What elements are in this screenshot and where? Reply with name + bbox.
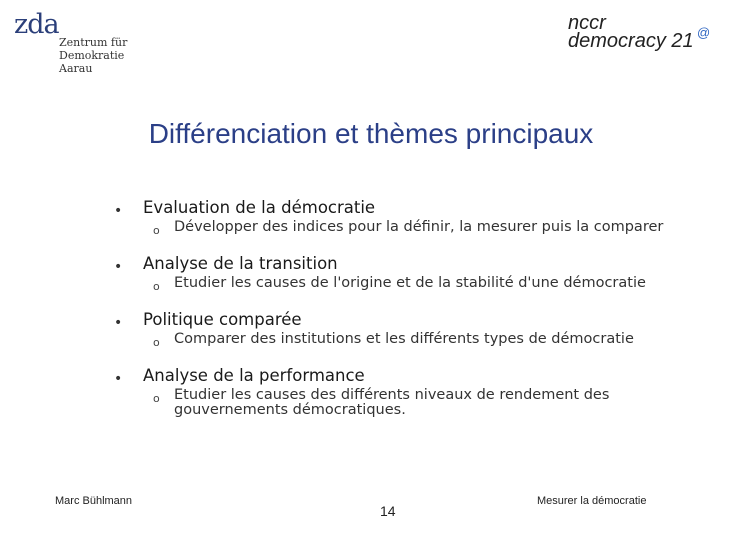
sub-bullet-text: Développer des indices pour la définir, la mesurer puis la comparer xyxy=(174,219,664,235)
bullet-marker: • xyxy=(114,203,123,219)
zda-logo-line-1: Zentrum für xyxy=(59,36,128,49)
bullet-label: Analyse de la transition xyxy=(143,254,338,273)
footer-page-number: 14 xyxy=(380,503,396,519)
sub-bullet-text: Comparer des institutions et les différents types de démocratie xyxy=(174,331,634,347)
sub-bullet-marker: o xyxy=(153,224,160,237)
bullet-label: Analyse de la performance xyxy=(143,366,365,385)
sub-bullet-text: Etudier les causes de l'origine et de la stabilité d'une démocratie xyxy=(174,275,646,291)
zda-logo xyxy=(14,10,144,80)
bullet-label: Politique comparée xyxy=(143,310,302,329)
footer-topic: Mesurer la démocratie xyxy=(537,495,647,507)
sub-bullet-marker: o xyxy=(153,280,160,293)
bullet-marker: • xyxy=(114,371,123,387)
nccr-logo-line-2 xyxy=(568,31,694,51)
sub-bullet-marker: o xyxy=(153,392,160,405)
zda-logo-line-2: Demokratie xyxy=(59,49,125,62)
bullet-marker: • xyxy=(114,315,123,331)
sub-bullet-text: Etudier les causes des différents niveaux de rendement des gouvernements démocratiques. xyxy=(174,387,610,418)
nccr-logo-number: 21 xyxy=(671,30,694,52)
sub-bullet-marker: o xyxy=(153,336,160,349)
nccr-logo-word: democracy xyxy=(568,30,666,52)
slide-title: Différenciation et thèmes principaux xyxy=(148,118,594,149)
bullet-marker: • xyxy=(114,259,123,275)
footer-author: Marc Bühlmann xyxy=(55,495,133,507)
nccr-logo-at: @ xyxy=(697,25,711,40)
zda-logo-line-3: Aarau xyxy=(59,62,93,75)
nccr-logo xyxy=(568,14,718,54)
zda-logo-mark: zda xyxy=(14,9,59,40)
nccr-logo-line-1: nccr xyxy=(568,12,606,34)
bullet-label: Evaluation de la démocratie xyxy=(143,198,376,217)
